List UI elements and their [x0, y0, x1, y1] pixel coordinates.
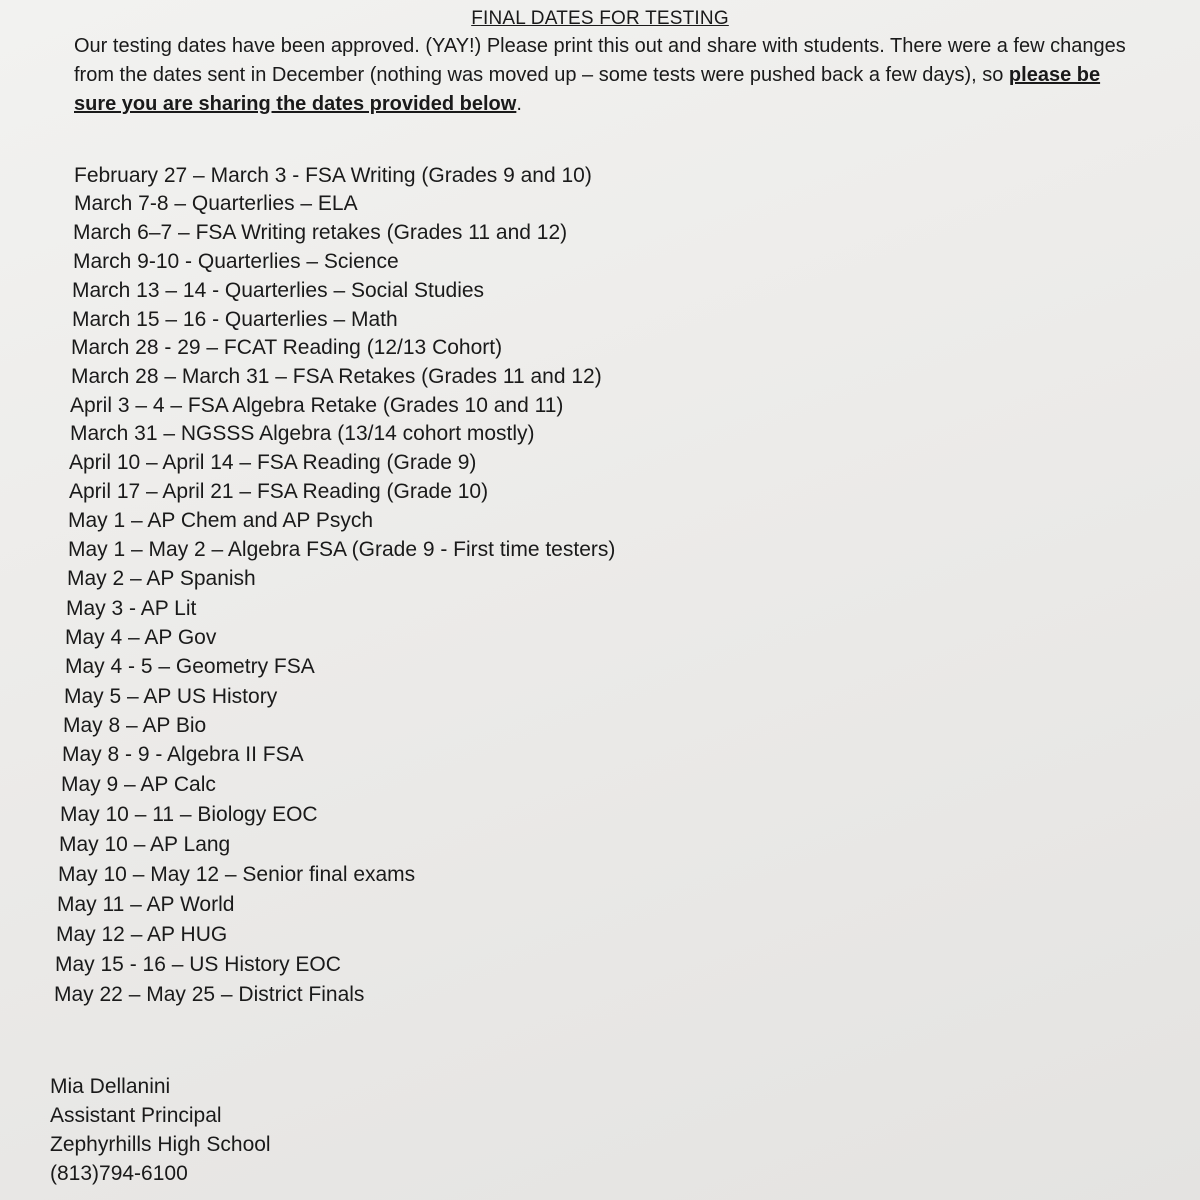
date-item: May 1 – May 2 – Algebra FSA (Grade 9 - First time testers) — [68, 538, 616, 561]
date-item: May 15 - 16 – US History EOC — [55, 953, 341, 976]
signature-block — [50, 1072, 271, 1188]
date-item: May 4 - 5 – Geometry FSA — [65, 655, 315, 678]
intro-end: . — [516, 93, 522, 115]
intro-emphasis: please be sure you are sharing the dates provided below — [74, 64, 1101, 115]
signature-role: Assistant Principal — [50, 1104, 222, 1127]
date-item: May 8 - 9 - Algebra II FSA — [62, 743, 304, 766]
date-item: April 17 – April 21 – FSA Reading (Grade 10) — [69, 480, 489, 503]
date-item: March 31 – NGSSS Algebra (13/14 cohort mostly) — [70, 422, 535, 445]
date-item: May 5 – AP US History — [64, 685, 278, 708]
signature-phone: (813)794-6100 — [50, 1162, 188, 1185]
date-item: April 10 – April 14 – FSA Reading (Grade 9) — [69, 451, 477, 474]
date-item: March 6–7 – FSA Writing retakes (Grades 11 and 12) — [73, 221, 568, 244]
date-item: May 10 – 11 – Biology EOC — [60, 803, 318, 826]
date-item: March 9-10 - Quarterlies – Science — [73, 250, 399, 273]
date-item: March 28 - 29 – FCAT Reading (12/13 Cohort) — [71, 336, 503, 359]
date-item: May 12 – AP HUG — [56, 923, 228, 946]
signature-name: Mia Dellanini — [50, 1075, 171, 1098]
date-item: May 22 – May 25 – District Finals — [54, 983, 365, 1006]
date-item: May 1 – AP Chem and AP Psych — [68, 509, 374, 532]
date-item: May 10 – May 12 – Senior final exams — [58, 863, 416, 886]
date-item: February 27 – March 3 - FSA Writing (Grades 9 and 10) — [74, 164, 592, 187]
date-item: May 11 – AP World — [57, 893, 235, 916]
date-item: May 10 – AP Lang — [59, 833, 231, 856]
signature-school: Zephyrhills High School — [50, 1133, 271, 1156]
intro-text: Our testing dates have been approved. (YAY!) Please print this out and share with students. There were a few changes from the dates sent in December (nothing was moved up – some tests were pushed back a few days), so — [74, 35, 1126, 86]
date-item: March 13 – 14 - Quarterlies – Social Studies — [72, 279, 485, 302]
date-item: May 8 – AP Bio — [63, 714, 207, 737]
date-item: May 9 – AP Calc — [61, 773, 216, 796]
intro-paragraph — [74, 32, 1144, 119]
date-item: April 3 – 4 – FSA Algebra Retake (Grades 10 and 11) — [70, 394, 564, 417]
date-item: May 3 - AP Lit — [66, 597, 197, 620]
date-item: May 4 – AP Gov — [65, 626, 217, 649]
document-title: FINAL DATES FOR TESTING — [471, 8, 729, 29]
date-item: March 7-8 – Quarterlies – ELA — [74, 192, 358, 215]
date-item: May 2 – AP Spanish — [67, 567, 256, 590]
date-item: March 15 – 16 - Quarterlies – Math — [72, 308, 398, 331]
date-item: March 28 – March 31 – FSA Retakes (Grades 11 and 12) — [71, 365, 602, 388]
